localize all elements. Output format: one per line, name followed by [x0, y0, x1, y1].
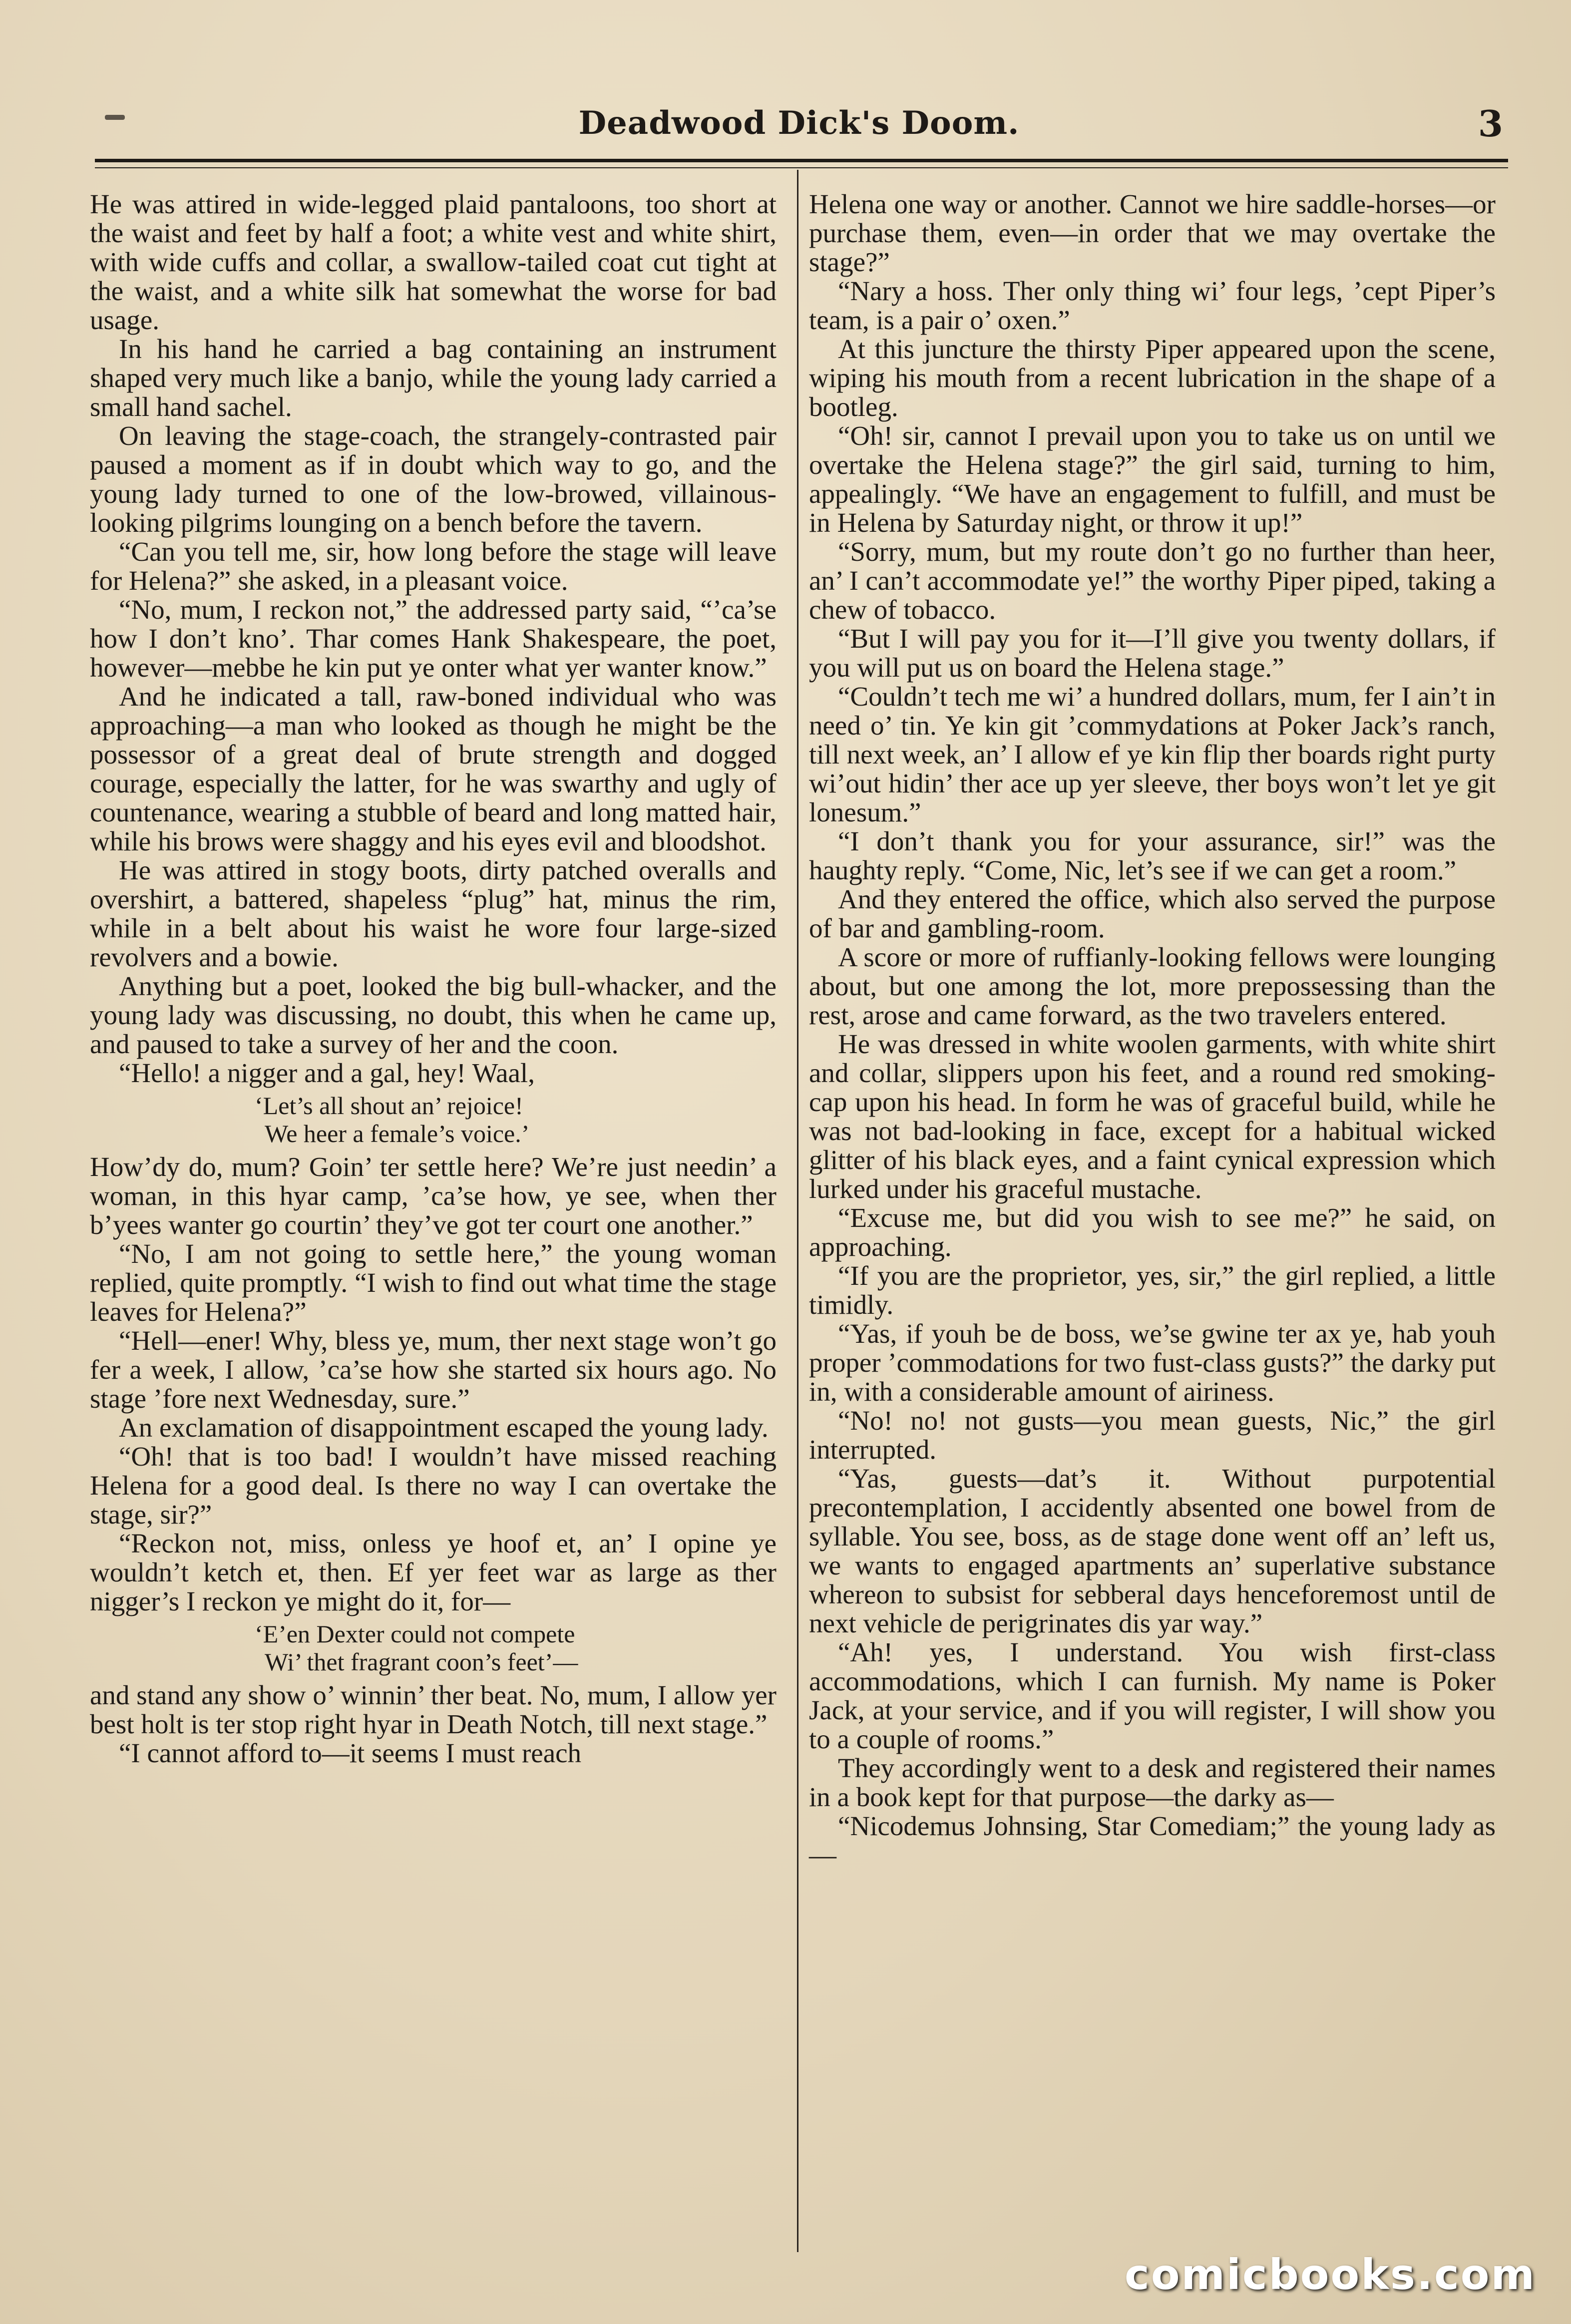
- paragraph: “Yas, guests—dat’s it. Without purpotential precontemplation, I accidently absented one bowel from de syllable. You see, boss, as de stage done went off an’ left us, we wants to engaged apartments an’ superlative substance whereon to subsist for sebberal days henceforemost until de next vehicle de perigrinates dis yar way.”: [809, 1463, 1496, 1638]
- paragraph: “Reckon not, miss, onless ye hoof et, an’ I opine ye wouldn’t ketch et, then. Ef yer feet war as large as ther nigger’s I reckon ye might do it, for—: [90, 1528, 777, 1616]
- paragraph: They accordingly went to a desk and registered their names in a book kept for that purpose—the darky as—: [809, 1753, 1496, 1812]
- paragraph: “Oh! sir, cannot I prevail upon you to take us on until we overtake the Helena stage?” the girl said, turning to him, appealingly. “We have an engagement to fulfill, and must be in Helena by Saturday night, or throw it up!”: [809, 420, 1496, 538]
- verse-line: ‘E’en Dexter could not compete: [255, 1620, 575, 1648]
- site-watermark: comicbooks.com: [1125, 2250, 1536, 2299]
- paragraph: Anything but a poet, looked the big bull-whacker, and the young lady was discussing, no doubt, this when he came up, and paused to take a survey of her and the coon.: [90, 971, 777, 1059]
- paragraph: “Ah! yes, I understand. You wish first-class accommodations, which I can furnish. My name is Poker Jack, at your service, and if you will register, I will show you to a couple of rooms.”: [809, 1637, 1496, 1754]
- paragraph: “Couldn’t tech me wi’ a hundred dollars, mum, fer I ain’t in need o’ tin. Ye kin git ’commydations at Poker Jack’s ranch, till next week, an’ I allow ef ye kin flip ther boards right purty wi’out hidin’ ther ace up yer sleeve, ther boys won’t let ye git lonesum.”: [809, 681, 1496, 827]
- paragraph: In his hand he carried a bag containing an instrument shaped very much like a banjo, while the young lady carried a small hand sachel.: [90, 334, 777, 422]
- paragraph: He was attired in stogy boots, dirty patched overalls and overshirt, a battered, shapeless “plug” hat, minus the rim, while in a belt about his waist he wore four large-sized revolvers and a bowie.: [90, 855, 777, 972]
- paragraph: On leaving the stage-coach, the strangely-contrasted pair paused a moment as if in doubt which way to go, and the young lady turned to one of the low-browed, villainous-looking pilgrims lounging on a bench before the tavern.: [90, 420, 777, 538]
- paragraph: He was attired in wide-legged plaid pantaloons, too short at the waist and feet by half a foot; a white vest and white shirt, with wide cuffs and collar, a swallow-tailed coat cut tight at the waist, and a white silk hat somewhat the worse for bad usage.: [90, 189, 777, 335]
- paragraph: “No, I am not going to settle here,” the young woman replied, quite promptly. “I wish to find out what time the stage leaves for Helena?”: [90, 1238, 777, 1327]
- paragraph: Helena one way or another. Cannot we hire saddle-horses—or purchase them, even—in order that we may overtake the stage?”: [809, 189, 1496, 277]
- paragraph: and stand any show o’ winnin’ ther beat. No, mum, I allow yer best holt is ter stop right hyar in Death Notch, till next stage.”: [90, 1680, 777, 1739]
- paragraph: “Nicodemus Johnsing, Star Comediam;” the young lady as—: [809, 1811, 1496, 1870]
- paragraph: “Hell—ener! Why, bless ye, mum, ther next stage won’t go fer a week, I allow, ’ca’se how she started six hours ago. No stage ’fore next Wednesday, sure.”: [90, 1325, 777, 1414]
- paragraph: “Can you tell me, sir, how long before the stage will leave for Helena?” she asked, in a pleasant voice.: [90, 536, 777, 596]
- page-number: 3: [1478, 102, 1503, 145]
- paragraph: “No, mum, I reckon not,” the addressed party said, “’ca’se how I don’t kno’. Thar comes Hank Shakespeare, the poet, however—mebbe he kin put ye onter what yer wanter know.”: [90, 594, 777, 683]
- page-header: [90, 97, 1508, 152]
- paragraph: “No! no! not gusts—you mean guests, Nic,” the girl interrupted.: [809, 1405, 1496, 1465]
- paragraph: How’dy do, mum? Goin’ ter settle here? We’re just needin’ a woman, in this hyar camp, ’ca’se how, ye see, when ther b’yees wanter go courtin’ they’ve got ter court one another.”: [90, 1152, 777, 1240]
- paragraph: “I don’t thank you for your assurance, sir!” was the haughty reply. “Come, Nic, let’s see if we can get a room.”: [809, 826, 1496, 885]
- verse-line: Wi’ thet fragrant coon’s feet’—: [265, 1648, 578, 1676]
- paragraph: “Yas, if youh be de boss, we’se gwine ter ax ye, hab youh proper ’commodations for two fust-class gusts?” the darky put in, with a considerable amount of airiness.: [809, 1318, 1496, 1407]
- paragraph: “Nary a hoss. Ther only thing wi’ four legs, ’cept Piper’s team, is a pair o’ oxen.”: [809, 276, 1496, 335]
- paragraph: He was dressed in white woolen garments, with white shirt and collar, slippers upon his feet, and a round red smoking-cap upon his head. In form he was of graceful build, while he was not bad-looking in face, except for a habitual wicked glitter of his black eyes, and a faint cynical expression which lurked under his graceful mustache.: [809, 1029, 1496, 1204]
- verse-quote: [90, 1092, 777, 1148]
- paragraph: And they entered the office, which also served the purpose of bar and gambling-room.: [809, 884, 1496, 943]
- verse-line: We heer a female’s voice.’: [265, 1120, 530, 1148]
- right-column: [809, 190, 1496, 2237]
- paragraph: “I cannot afford to—it seems I must reach: [119, 1738, 582, 1768]
- paragraph: An exclamation of disappointment escaped the young lady.: [119, 1412, 769, 1443]
- left-column: [90, 190, 777, 2237]
- paragraph: “But I will pay you for it—I’ll give you twenty dollars, if you will put us on board the Helena stage.”: [809, 623, 1496, 683]
- paragraph: “If you are the proprietor, yes, sir,” the girl replied, a little timidly.: [809, 1260, 1496, 1320]
- paragraph: “Sorry, mum, but my route don’t go no further than heer, an’ I can’t accommodate ye!” the worthy Piper piped, taking a chew of tobacco.: [809, 536, 1496, 625]
- verse-line: ‘Let’s all shout an’ rejoice!: [255, 1092, 523, 1120]
- paragraph: “Oh! that is too bad! I wouldn’t have missed reaching Helena for a good deal. Is there no way I can overtake the stage, sir?”: [90, 1441, 777, 1530]
- paragraph: And he indicated a tall, raw-boned individual who was approaching—a man who looked as though he might be the possessor of a great deal of brute strength and dogged courage, especially the latter, for he was swarthy and ugly of countenance, wearing a stubble of beard and long matted hair, while his brows were shaggy and his eyes evil and bloodshot.: [90, 681, 777, 856]
- header-rule: [95, 159, 1508, 168]
- paragraph: “Hello! a nigger and a gal, hey! Waal,: [119, 1058, 535, 1088]
- running-title: Deadwood Dick's Doom.: [578, 104, 1020, 142]
- column-divider: [797, 170, 798, 2252]
- paragraph: A score or more of ruffianly-looking fellows were lounging about, but one among the lot, more prepossessing than the rest, arose and came forward, as the two travelers entered.: [809, 942, 1496, 1030]
- paragraph: “Excuse me, but did you wish to see me?” he said, on approaching.: [809, 1202, 1496, 1262]
- verse-quote: [90, 1620, 777, 1676]
- paragraph: At this juncture the thirsty Piper appeared upon the scene, wiping his mouth from a recent lubrication in the shape of a bootleg.: [809, 334, 1496, 422]
